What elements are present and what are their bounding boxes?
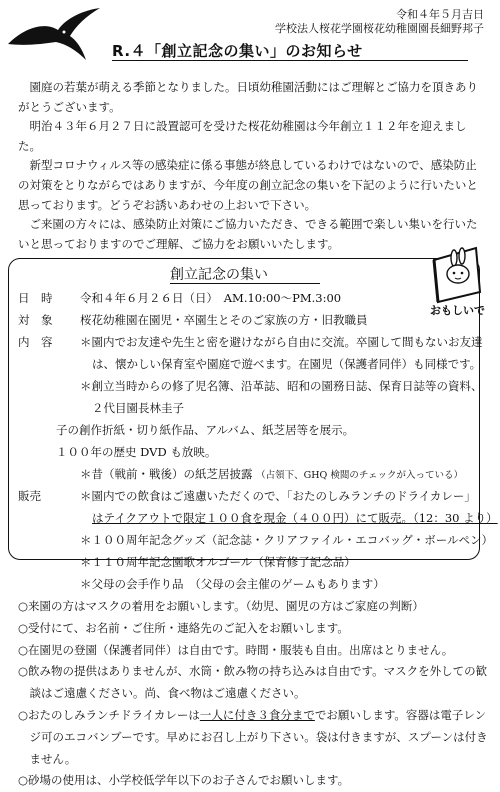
note-item — [18, 705, 488, 770]
organization-line: 学校法人桜花学園桜花幼稚園園長細野邦子 — [275, 22, 484, 35]
swallow-icon — [6, 4, 102, 64]
sales-item: ＊１００周年記念グッズ（記念誌・クリアファイル・エコバッグ・ボールペン） — [80, 533, 493, 547]
sales-label: 販売 — [18, 489, 41, 503]
note-item: ○来園の方はマスクの着用をお願いします。（幼児、園児の方はご家庭の判断） — [18, 599, 424, 613]
note-emphasis: 一人に付き３食分まで — [199, 707, 315, 722]
target-value: 桜花幼稚園在園児・卒園生とそのご家族の方・旧教職員 — [80, 313, 368, 327]
content-label: 内 容 — [18, 335, 53, 349]
date-value: 令和４年６月２６日（日） AM.10:00〜PM.3:00 — [80, 291, 342, 305]
content-line: は、懐かしい保育室や園庭で遊べます。在園児（保護者同伴）も同様です。 — [92, 357, 482, 371]
title-underline — [112, 60, 468, 61]
content-line: １００年の歴史 DVD も放映。 — [56, 445, 217, 459]
event-title: 創立記念の集い — [170, 267, 268, 283]
intro-text — [18, 78, 486, 254]
date-label: 日 時 — [18, 291, 53, 305]
note-item: ○砂場の使用は、小学校低学年以下のお子さんでお願いします。 — [18, 773, 350, 788]
rabbit-book-icon — [430, 244, 482, 304]
date-line: 令和４年５月吉日 — [396, 8, 484, 21]
note-item: ○飲み物の提供はありませんが、水筒・飲み物の持ち込みは自由です。マスクを外しての歓談はご遠慮ください。尚、食べ物はご遠慮ください。 — [18, 664, 488, 701]
note-item: ○受付にて、お名前・ご住所・連絡先のご記入をお願いします。 — [18, 620, 349, 635]
event-title-underline — [170, 283, 320, 284]
kamishibai-text: ＊昔（戦前・戦後）の紙芝居披露 — [80, 467, 253, 481]
target-label: 対 象 — [18, 313, 53, 327]
note-text: でお願いします。容器は電子レンジ可のエコバンブーです。早めにお召し上がり下さい。袋は付きますが、スプーンは付きません。 — [29, 707, 488, 766]
content-line: ＊創立当時からの修了児名簿、沿革誌、昭和の園務日誌、保育日誌等の資料、 — [80, 379, 483, 393]
intro-paragraph: 明治４３年６月２７日に設置認可を受けた桜花幼稚園は今年創立１１２年を迎えました。 — [18, 119, 467, 153]
note-item: ○在園児の登園（保護者同伴）は自由です。時間・服装も自由。出席はとりません。 — [18, 642, 454, 657]
sales-line — [92, 508, 498, 530]
sales-time: （12：30 より） — [412, 511, 498, 525]
book-caption: おもしいで — [430, 304, 485, 317]
content-line: 子の創作折紙・切り紙作品、アルバム、紙芝居等を展示。 — [56, 423, 355, 437]
sales-line: ＊園内での飲食はご遠慮いただくので、「おたのしみランチのドライカレー」 — [80, 489, 476, 503]
content-line: ＊園内でお友達や先生と密を避けながら自由に交流。卒園して間もないお友達 — [80, 335, 483, 349]
sales-item: ＊父母の会手作り品 （父母の会主催のゲームもあります） — [80, 577, 385, 591]
sales-text: はテイクアウトで限定１００食を現金（４００円）にて販売。 — [92, 511, 413, 525]
kamishibai-line — [80, 464, 463, 487]
intro-paragraph: ご来園の方々には、感染防止対策にご協力いただき、できる範囲で楽しい集いを行いたいと思っておりますのでご理解、ご協力をお願いいたします。 — [18, 217, 478, 251]
intro-paragraph: 園庭の若葉が萌える季節となりました。日頃幼稚園活動にはご理解とご協力を頂きありがとうございます。 — [18, 80, 478, 114]
notes-section — [18, 596, 488, 792]
page-title: R.４「創立記念の集い」のお知らせ — [112, 42, 363, 60]
sales-item: ＊１１０周年記念園歌オルゴール（保育修了記念品） — [80, 555, 356, 569]
note-text: ○おたのしみランチドライカレーは — [18, 707, 200, 722]
content-line: ２代目園長林圭子 — [92, 401, 184, 415]
intro-paragraph: 新型コロナウィルス等の感染症に係る事態が終息しているわけではないので、感染防止の対策をとりながらではありますが、今年度の創立記念の集いを下記のように行いたいと思っております。どうぞお誘いあわせの上おいで下さい。 — [18, 158, 478, 212]
kamishibai-note: （占領下、GHQ 検閲のチェックが入っている） — [256, 470, 464, 481]
